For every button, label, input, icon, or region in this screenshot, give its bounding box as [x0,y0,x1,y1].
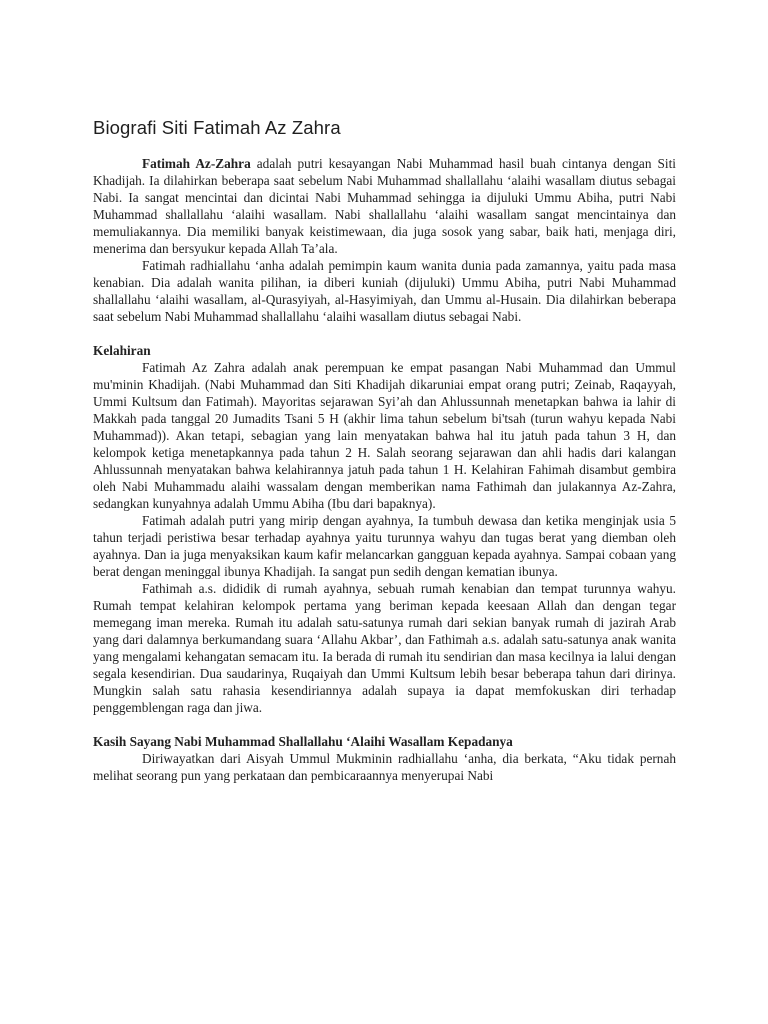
intro-paragraph-1 [93,155,676,257]
section-heading-kelahiran: Kelahiran [93,343,151,358]
intro-paragraph-1-text: adalah putri kesayangan Nabi Muhammad hasil buah cintanya dengan Siti Khadijah. Ia dilahirkan beberapa saat sebelum Nabi Muhammad shallallahu ‘alaihi wasallam diutus sebagai Nabi. Ia sangat mencintai dan dicintai Nabi Muhammad sehingga ia dijuluki Ummu Abiha, putri Nabi Muhammad shallallahu ‘alaihi wasallam. Nabi shallallahu ‘alaihi wasallam sangat mencintainya dan memuliakannya. Dia memiliki banyak keistimewaan, dia juga sosok yang sabar, baik hati, menjaga diri, menerima dan bersyukur kepada Allah Ta’ala. [93,156,677,256]
kelahiran-paragraph-1: Fatimah Az Zahra adalah anak perempuan ke empat pasangan Nabi Muhammad dan Ummul mu'minin Khadijah. (Nabi Muhammad dan Siti Khadijah dikaruniai empat orang putri; Zeinab, Raqayyah, Ummi Kultsum dan Fatimah). Mayoritas sejarawan Syi’ah dan Ahlussunnah menetapkan bahwa ia lahir di Makkah pada tanggal 20 Jumadits Tsani 5 H (akhir lima tahun sebelum bi'tsah (turun wahyu kepada Nabi Muhammad)). Akan tetapi, sebagian yang lain menyatakan bahwa hal itu jatuh pada tahun 3 H, dan kelompok ketiga menetapkannya pada tahun 2 H. Salah seorang sejarawan dan ahli hadis dari kalangan Ahlussunnah menyatakan bahwa kelahirannya jatuh pada tahun 1 H. Kelahiran Fahimah disambut gembira oleh Nabi Muhammadu alaihi wassalam dengan memberikan nama Fathimah dan julakannya Az-Zahra, sedangkan kunyahnya adalah Ummu Abiha (Ibu dari bapaknya). [93,360,676,511]
document-body [93,155,676,784]
kasih-sayang-paragraph-1: Diriwayatkan dari Aisyah Ummul Mukminin radhiallahu ‘anha, dia berkata, “Aku tidak pernah melihat seorang pun yang perkataan dan pembicaraannya menyerupai Nabi [93,751,676,783]
section-heading-kasih-sayang: Kasih Sayang Nabi Muhammad Shallallahu ‘Alaihi Wasallam Kepadanya [93,734,513,749]
intro-paragraph-2: Fatimah radhiallahu ‘anha adalah pemimpin kaum wanita dunia pada zamannya, yaitu pada masa kenabian. Dia adalah wanita pilihan, ia diberi kuniah (dijuluki) Ummu Abiha, putri Nabi Muhammad shallallahu ‘alaihi wasallam, al-Qurasyiyah, al-Hasyimiyah, dan Ummu al-Husain. Dia dilahirkan beberapa saat sebelum Nabi Muhammad shallallahu ‘alaihi wasallam diutus sebagai Nabi. [93,258,676,324]
kelahiran-paragraph-3: Fathimah a.s. dididik di rumah ayahnya, sebuah rumah kenabian dan tempat turunnya wahyu. Rumah tempat kelahiran kelompok pertama yang beriman kepada keesaan Allah dan dengan tegar memegang iman mereka. Rumah itu adalah satu-satunya rumah dari sekian banyak rumah di jazirah Arab yang dari dalamnya berkumandang suara ‘Allahu Akbar’, dan Fathimah a.s. adalah satu-satunya anak wanita yang mengalami kehangatan semacam itu. Ia berada di rumah itu sendirian dan masa kecilnya ia lalui dengan segala kesendirian. Dua saudarinya, Ruqaiyah dan Ummi Kultsum lebih besar beberapa tahun dari dirinya. Mungkin salah satu rahasia kesendiriannya adalah supaya ia dapat memfokuskan diri terhadap penggemblengan raga dan jiwa. [93,581,676,715]
subject-name: Fatimah Az-Zahra [142,156,251,171]
section-spacer [93,325,676,342]
section-spacer [93,716,676,733]
page-title: Biografi Siti Fatimah Az Zahra [93,117,341,138]
kelahiran-paragraph-2: Fatimah adalah putri yang mirip dengan ayahnya, Ia tumbuh dewasa dan ketika menginjak usia 5 tahun terjadi peristiwa besar terhadap ayahnya yaitu turunnya wahyu dan tugas berat yang diemban oleh ayahnya. Dan ia juga menyaksikan kaum kafir melancarkan gangguan kepada ayahnya. Sampai cobaan yang berat dengan meninggal ibunya Khadijah. Ia sangat pun sedih dengan kematian ibunya. [93,513,676,579]
